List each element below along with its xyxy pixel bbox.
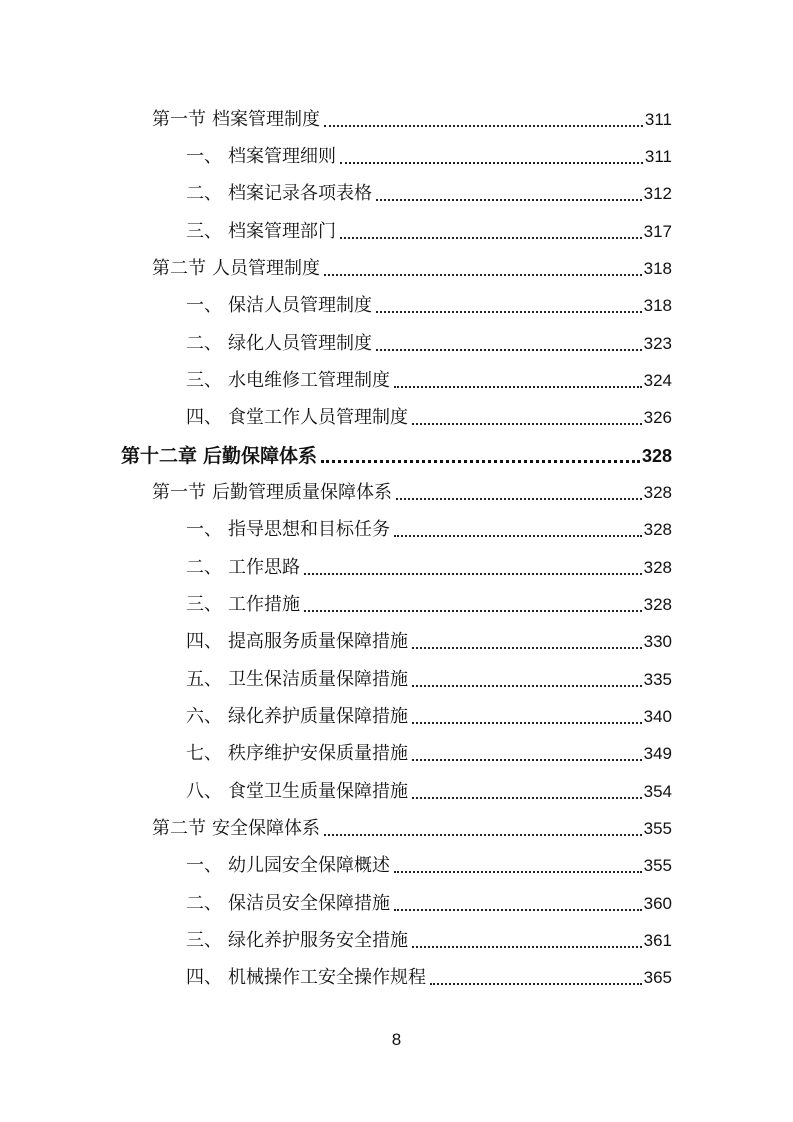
toc-page-number: 360 [643, 894, 672, 913]
toc-entry-title [186, 145, 338, 169]
toc-entry[interactable] [186, 288, 672, 318]
toc-entry[interactable] [186, 214, 672, 244]
toc-entry-number: 三、 [186, 594, 222, 615]
toc-entry[interactable] [186, 363, 672, 393]
toc-page-number: 324 [643, 371, 672, 390]
toc-chapter-entry[interactable] [121, 438, 672, 468]
toc-dot-leader [376, 332, 642, 356]
toc-entry-title [186, 892, 392, 916]
toc-dot-leader [430, 966, 642, 990]
toc-entry-number: 第十二章 [121, 445, 198, 467]
toc-entry-number: 第二节 [152, 818, 206, 839]
toc-dot-leader [412, 705, 642, 729]
toc-dot-leader [324, 257, 642, 281]
toc-dot-leader [412, 668, 642, 692]
toc-dot-leader [412, 742, 642, 766]
toc-dot-leader [376, 294, 642, 318]
toc-entry[interactable] [152, 475, 672, 505]
toc-entry-number: 三、 [186, 221, 222, 242]
toc-entry-title [152, 481, 394, 505]
toc-entry-text: 绿化养护服务安全措施 [228, 930, 408, 951]
toc-entry-title [186, 220, 338, 244]
toc-dot-leader [340, 145, 643, 169]
toc-entry-title [186, 518, 392, 542]
toc-entry[interactable] [186, 662, 672, 692]
toc-dot-leader [324, 817, 642, 841]
toc-entry[interactable] [186, 512, 672, 542]
toc-dot-leader [304, 556, 642, 580]
toc-page-number: 312 [643, 184, 672, 203]
toc-dot-leader [412, 929, 642, 953]
toc-entry-text: 机械操作工安全操作规程 [228, 967, 426, 988]
toc-entry[interactable] [186, 848, 672, 878]
toc-entry-text: 保洁员安全保障措施 [228, 893, 390, 914]
toc-page-number: 355 [643, 856, 672, 875]
toc-entry[interactable] [152, 251, 672, 281]
toc-dot-leader [324, 108, 643, 132]
toc-entry-title [152, 817, 322, 841]
toc-entry-title [152, 108, 322, 132]
toc-dot-leader [412, 406, 642, 430]
toc-dot-leader [412, 630, 642, 654]
toc-entry-title [186, 742, 410, 766]
toc-entry-number: 二、 [186, 893, 222, 914]
toc-dot-leader [394, 369, 642, 393]
toc-entry-title [186, 966, 428, 990]
toc-entry[interactable] [186, 960, 672, 990]
toc-entry-number: 一、 [186, 295, 222, 316]
toc-entry-text: 绿化人员管理制度 [228, 333, 372, 354]
toc-entry-title [186, 668, 410, 692]
toc-page-number: 335 [643, 670, 672, 689]
toc-entry[interactable] [186, 736, 672, 766]
toc-entry[interactable] [186, 886, 672, 916]
toc-dot-leader [340, 220, 642, 244]
toc-entry-text: 工作思路 [228, 557, 300, 578]
toc-entry-text: 水电维修工管理制度 [228, 370, 390, 391]
toc-entry-title [186, 630, 410, 654]
toc-entry-text: 绿化养护质量保障措施 [228, 706, 408, 727]
toc-entry-text: 后勤保障体系 [203, 445, 318, 467]
toc-page-number: 317 [643, 222, 672, 241]
toc-entry-text: 安全保障体系 [212, 818, 320, 839]
toc-page-number: 328 [643, 520, 672, 539]
toc-page-number: 354 [643, 782, 672, 801]
toc-entry-title [186, 332, 374, 356]
toc-entry-title [186, 854, 392, 878]
toc-entry[interactable] [186, 400, 672, 430]
toc-page-number: 330 [643, 632, 672, 651]
toc-entry-number: 五、 [186, 669, 222, 690]
toc-entry[interactable] [186, 774, 672, 804]
toc-dot-leader [376, 182, 642, 206]
toc-entry-title [186, 929, 410, 953]
toc-page-number: 365 [643, 968, 672, 987]
toc-page-number: 340 [643, 707, 672, 726]
toc-entry-title [186, 369, 392, 393]
toc-entry-number: 第一节 [152, 482, 206, 503]
toc-page-number: 349 [643, 744, 672, 763]
toc-dot-leader [394, 518, 642, 542]
toc-entry[interactable] [186, 699, 672, 729]
toc-entry-number: 一、 [186, 855, 222, 876]
toc-page-number: 328 [641, 446, 672, 466]
toc-entry-title [186, 593, 302, 617]
toc-entry-text: 食堂卫生质量保障措施 [228, 781, 408, 802]
toc-dot-leader [394, 854, 642, 878]
toc-entry-title [186, 406, 410, 430]
toc-entry-number: 四、 [186, 407, 222, 428]
toc-entry-number: 一、 [186, 519, 222, 540]
toc-entry-text: 秩序维护安保质量措施 [228, 743, 408, 764]
page-number: 8 [391, 1030, 402, 1049]
toc-page-number: 323 [643, 334, 672, 353]
toc-entry-text: 幼儿园安全保障概述 [228, 855, 390, 876]
toc-entry-text: 提高服务质量保障措施 [228, 631, 408, 652]
toc-entry[interactable] [152, 811, 672, 841]
toc-entry-text: 保洁人员管理制度 [228, 295, 372, 316]
toc-entry-number: 三、 [186, 930, 222, 951]
toc-entry-text: 卫生保洁质量保障措施 [228, 669, 408, 690]
toc-page-number: 318 [643, 259, 672, 278]
toc-entry-number: 七、 [186, 743, 222, 764]
toc-entry-text: 档案管理细则 [228, 146, 336, 167]
toc-entry-number: 四、 [186, 967, 222, 988]
toc-entry-number: 二、 [186, 183, 222, 204]
toc-entry-title [121, 444, 319, 468]
toc-entry-text: 工作措施 [228, 594, 300, 615]
toc-page-number: 328 [643, 558, 672, 577]
toc-page-number: 318 [643, 296, 672, 315]
toc-page-number: 328 [643, 595, 672, 614]
toc-entry-title [186, 556, 302, 580]
toc-entry-number: 第一节 [152, 109, 206, 130]
toc-entry-text: 后勤管理质量保障体系 [212, 482, 392, 503]
toc-entry-number: 二、 [186, 333, 222, 354]
toc-dot-leader [321, 444, 640, 468]
toc-dot-leader [394, 892, 642, 916]
toc-entry[interactable] [186, 550, 672, 580]
toc-entry-number: 八、 [186, 781, 222, 802]
toc-entry-number: 三、 [186, 370, 222, 391]
toc-dot-leader [412, 780, 642, 804]
toc-entry[interactable] [186, 587, 672, 617]
toc-entry-number: 六、 [186, 706, 222, 727]
toc-page-number: 311 [644, 147, 672, 166]
toc-page-number: 361 [643, 931, 672, 950]
toc-dot-leader [304, 593, 642, 617]
toc-entry[interactable] [186, 176, 672, 206]
toc-entry-text: 档案管理制度 [212, 109, 320, 130]
toc-entry-title [152, 257, 322, 281]
toc-entry[interactable] [152, 102, 672, 132]
toc-entry-number: 四、 [186, 631, 222, 652]
toc-page-number: 311 [644, 110, 672, 129]
toc-entry-text: 指导思想和目标任务 [228, 519, 390, 540]
toc-page-number: 355 [643, 819, 672, 838]
toc-entry-number: 二、 [186, 557, 222, 578]
toc-entry[interactable] [186, 923, 672, 953]
toc-entry-title [186, 182, 374, 206]
toc-entry-text: 档案记录各项表格 [228, 183, 372, 204]
toc-entry-text: 食堂工作人员管理制度 [228, 407, 408, 428]
toc-entry-title [186, 780, 410, 804]
toc-dot-leader [396, 481, 642, 505]
toc-entry-text: 档案管理部门 [228, 221, 336, 242]
toc-entry[interactable] [186, 624, 672, 654]
toc-page-number: 326 [643, 408, 672, 427]
toc-entry-title [186, 705, 410, 729]
toc-page-number: 328 [643, 483, 672, 502]
toc-entry-title [186, 294, 374, 318]
toc-entry[interactable] [186, 139, 672, 169]
toc-entry-text: 人员管理制度 [212, 258, 320, 279]
toc-entry-number: 一、 [186, 146, 222, 167]
toc-entry-number: 第二节 [152, 258, 206, 279]
toc-entry[interactable] [186, 326, 672, 356]
